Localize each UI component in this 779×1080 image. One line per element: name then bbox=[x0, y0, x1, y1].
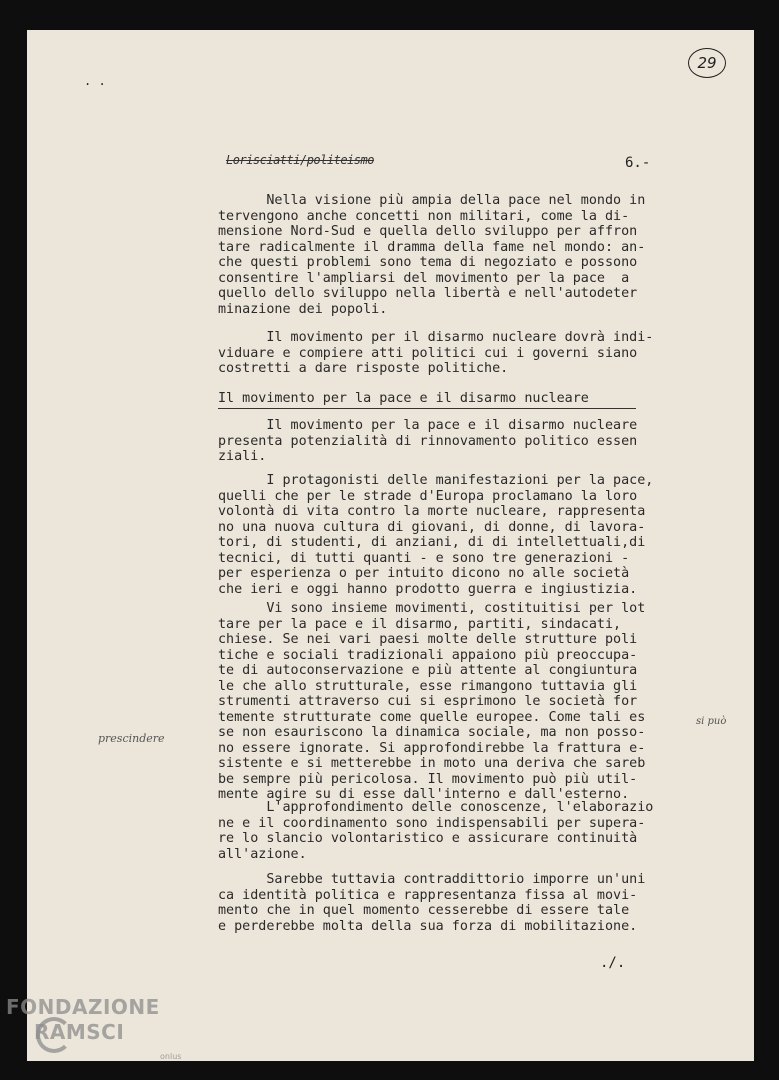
watermark-suffix: onlus bbox=[160, 1052, 182, 1061]
top-dots: . . bbox=[84, 74, 106, 88]
section-heading: Il movimento per la pace e il disarmo nucleare bbox=[218, 391, 636, 409]
paragraph-6: L'approfondimento delle conoscenze, l'elaborazio ne e il coordinamento sono indispensabili per supera- re lo slancio volontaristico e assicurare continuità all'azione. bbox=[218, 800, 654, 862]
paragraph-3: Il movimento per la pace e il disarmo nucleare presenta potenzialità di rinnovamento politico essen ziali. bbox=[218, 418, 638, 464]
paragraph-5: Vi sono insieme movimenti, costituitisi per lot tare per la pace e il disarmo, partiti, sindacati, chiese. Se nei vari paesi molte delle strutture poli tiche e sociali tradizionali appaiono più preoccupa- te di autoconservazione e più attente al congiuntura le che allo strutturale, esse rimangono tuttavia gli strumenti attraverso cui si esprimono le società for temente strutturate come quelle europee. Come tali es se non esauriscono la dinamica sociale, ma non posso- no essere ignorate. Si approfondirebbe la frattura e- sistente e si metterebbe in moto una deriva che sareb be sempre più pericolosa. Il movimento può più util- mente agire su di esse dall'interno e dall'esterno. bbox=[218, 601, 646, 802]
watermark-g-icon bbox=[36, 1017, 72, 1053]
margin-note-right: si può bbox=[696, 716, 727, 727]
watermark-line1: FONDAZIONE bbox=[6, 995, 160, 1019]
paragraph-4: I protagonisti delle manifestazioni per la pace, quelli che per le strade d'Europa proclamano la loro volontà di vita contro la morte nucleare, rappresenta no una nuova cultura di giovani, di donne, di lavora- tori, di studenti, di anziani, di di intellettuali,di tecnici, di tutti quanti - e sono tre generazioni - per esperienza o per intuito dicono no alle società che ieri e oggi hanno prodotto guerra e ingiustizia. bbox=[218, 473, 654, 597]
paragraph-1: Nella visione più ampia della pace nel mondo in tervengono anche concetti non militari, come la di- mensione Nord-Sud e quella dello sviluppo per affron tare radicalmente il dramma della fame nel mondo: an- che questi problemi sono tema di negoziato e possono consentire l'ampliarsi del movimento per la pace a quello dello sviluppo nella libertà e nell'autodeter minazione dei popoli. bbox=[218, 193, 646, 317]
end-mark: ./. bbox=[600, 955, 626, 971]
paragraph-2: Il movimento per il disarmo nucleare dovrà indi- viduare e compiere atti politici cui i governi siano costretti a dare risposte politiche. bbox=[218, 330, 654, 376]
watermark-logo bbox=[6, 995, 160, 1045]
margin-note-left: prescindere bbox=[98, 732, 165, 745]
page-stamp: 29 bbox=[688, 48, 726, 78]
page-number: 6.- bbox=[625, 155, 651, 171]
paragraph-7: Sarebbe tuttavia contraddittorio imporre un'uni ca identità politica e rappresentanza fissa al movi- mento che in quel momento cesserebbe di essere tale e perderebbe molta della sua forza di mobilitazione. bbox=[218, 872, 646, 934]
struck-title: Lorisciatti/politeismo bbox=[226, 153, 374, 167]
watermark-line2: RAMSCI bbox=[34, 1020, 125, 1044]
